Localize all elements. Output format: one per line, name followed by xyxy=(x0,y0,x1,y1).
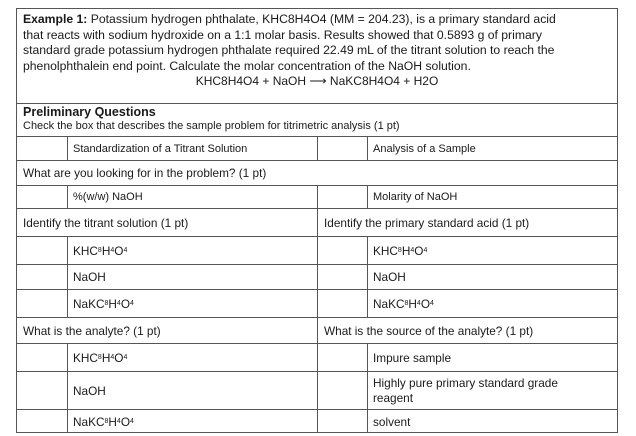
preliminary-subtitle: Check the box that describes the sample problem for titrimetric analysis (1 pt) xyxy=(23,120,400,132)
q4-left-checkbox-1[interactable] xyxy=(17,344,67,371)
q3-right-option-2: NaOH xyxy=(367,265,617,289)
example-line-1: Example 1: Potassium hydrogen phthalate, KHC8H4O4 (MM = 204.23), is a primary standard acid xyxy=(23,12,556,26)
q3-right-option-1: KHC 8 H 4 O 4 xyxy=(367,237,617,264)
q4-question-row xyxy=(17,317,617,343)
q2-checkbox-b[interactable] xyxy=(317,186,367,208)
q3-right-checkbox-2[interactable] xyxy=(317,265,367,289)
q4-right-checkbox-1[interactable] xyxy=(317,344,367,371)
q2-option-b: Molarity of NaOH xyxy=(367,186,617,208)
example-line-3: standard grade potassium hydrogen phthalate required 22.49 mL of the titrant solution to reach the xyxy=(23,43,555,58)
q3-left-checkbox-2[interactable] xyxy=(17,265,67,289)
q4-left-checkbox-2[interactable] xyxy=(17,372,67,409)
q4-right-option-3: solvent xyxy=(367,410,617,433)
q3-question-right: Identify the primary standard acid (1 pt) xyxy=(317,209,617,236)
example-label: Example 1: xyxy=(23,12,88,26)
q2-question: What are you looking for in the problem? (1 pt) xyxy=(23,166,267,180)
q3-right-checkbox-1[interactable] xyxy=(317,237,367,264)
q4-right-option-2: Highly pure primary standard grade reagent xyxy=(367,372,617,409)
example-problem xyxy=(17,9,617,104)
q4-option-row-3 xyxy=(17,409,617,433)
q2-options-row xyxy=(17,185,617,208)
q4-left-option-1: KHC 8 H 4 O 4 xyxy=(67,344,317,371)
q3-left-checkbox-1[interactable] xyxy=(17,237,67,264)
q3-question-left: Identify the titrant solution (1 pt) xyxy=(23,215,189,230)
q4-right-checkbox-2[interactable] xyxy=(317,372,367,409)
q4-question-left: What is the analyte? (1 pt) xyxy=(23,323,161,338)
q4-left-checkbox-3[interactable] xyxy=(17,410,67,433)
q3-right-checkbox-3[interactable] xyxy=(317,290,367,317)
example-line-2: that reacts with sodium hydroxide on a 1:1 molar basis. Results showed that 0.5893 g of primary xyxy=(23,27,542,42)
q1-checkbox-a[interactable] xyxy=(17,137,67,160)
q2-checkbox-a[interactable] xyxy=(17,186,67,208)
q3-left-option-3: NaKC 8 H 4 O 4 xyxy=(67,290,317,317)
q4-option-row-1 xyxy=(17,343,617,371)
example-line-4: phenolphthalein end point. Calculate the molar concentration of the NaOH solution. xyxy=(23,58,471,73)
q1-option-b: Analysis of a Sample xyxy=(367,137,617,160)
q3-left-option-1: KHC 8 H 4 O 4 xyxy=(67,237,317,264)
q3-right-option-3: NaKC 8 H 4 O 4 xyxy=(367,290,617,317)
worksheet-frame xyxy=(16,8,618,433)
q1-options-row xyxy=(17,136,617,160)
q4-question-right: What is the source of the analyte? (1 pt) xyxy=(317,318,617,343)
q3-option-row-3 xyxy=(17,289,617,317)
q4-left-option-2: NaOH xyxy=(67,372,317,409)
q4-left-option-3: NaKC 8 H 4 O 4 xyxy=(67,410,317,433)
q1-option-a: Standardization of a Titrant Solution xyxy=(67,137,317,160)
preliminary-title: Preliminary Questions xyxy=(23,105,156,119)
q4-option-row-2 xyxy=(17,371,617,409)
q3-option-row-1 xyxy=(17,236,617,264)
q4-right-option-1: Impure sample xyxy=(367,344,617,371)
q3-left-checkbox-3[interactable] xyxy=(17,290,67,317)
preliminary-header xyxy=(17,104,617,133)
q3-option-row-2 xyxy=(17,264,617,289)
q3-left-option-2: NaOH xyxy=(67,265,317,289)
q1-checkbox-b[interactable] xyxy=(317,137,367,160)
q4-right-checkbox-3[interactable] xyxy=(317,410,367,433)
reaction-equation: KHC8H4O4 + NaOH ⟶ NaKC8H4O4 + H2O xyxy=(195,74,439,89)
q3-question-row xyxy=(17,208,617,236)
q2-option-a: %(w/w) NaOH xyxy=(67,186,317,208)
q2-question-row xyxy=(17,160,617,185)
